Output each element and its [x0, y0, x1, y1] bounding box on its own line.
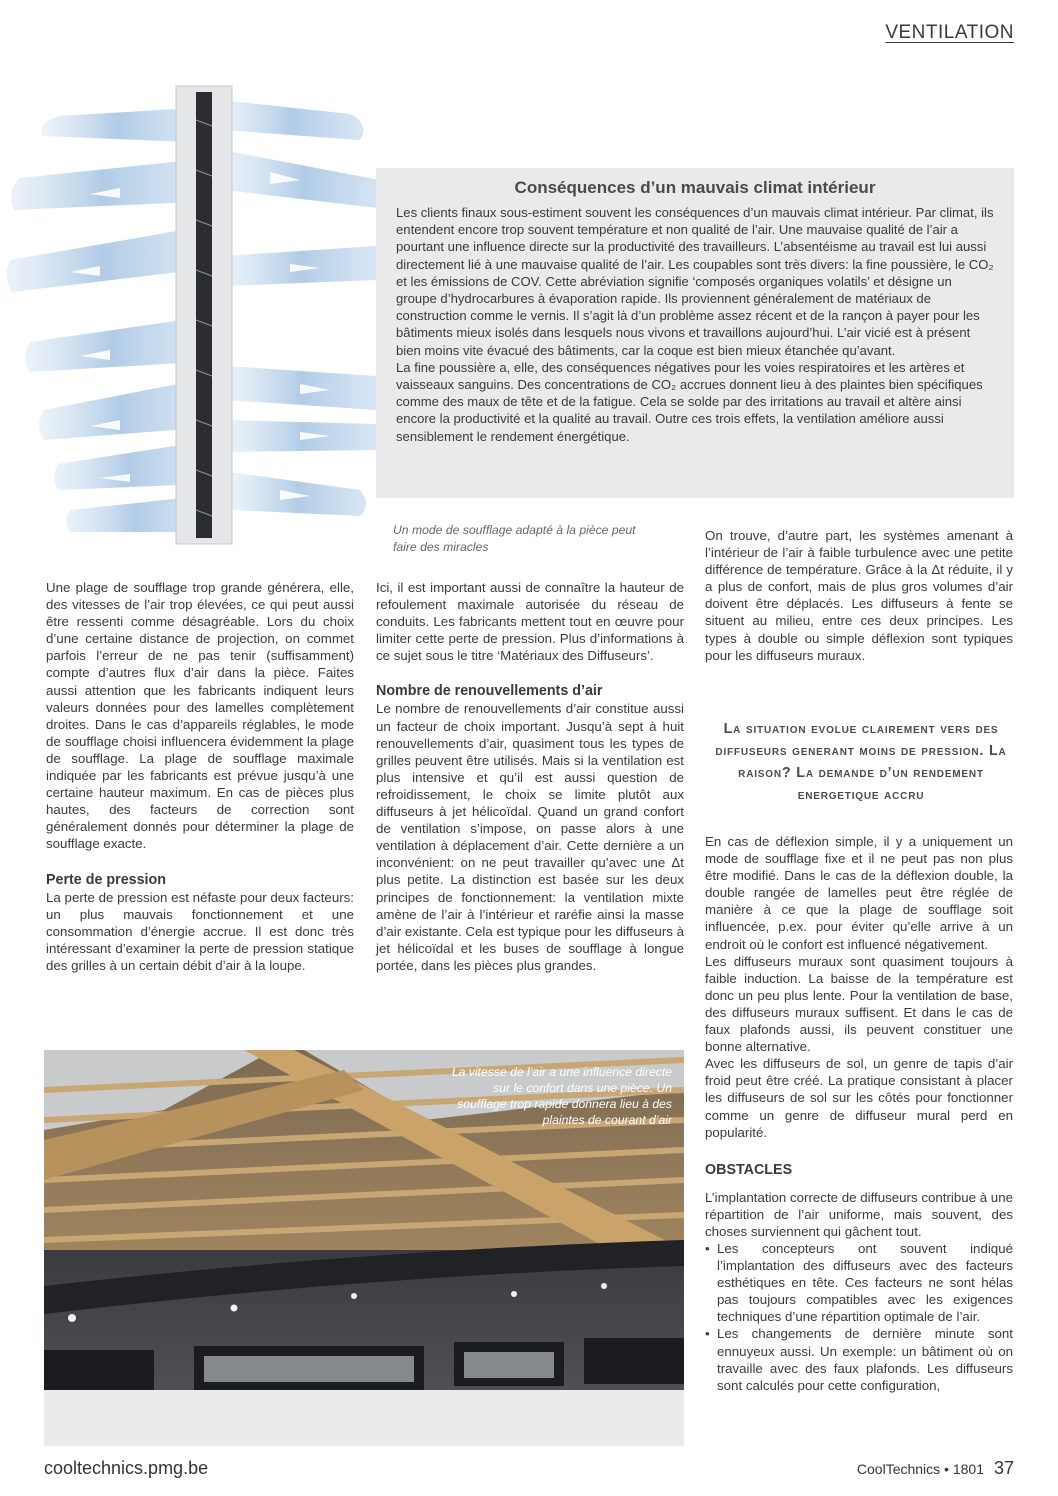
sidebar-box — [376, 168, 1014, 498]
sidebar-title: Conséquences d’un mauvais climat intérieur — [514, 178, 876, 197]
paragraph: On trouve, d’autre part, les systèmes amenant à l’intérieur de l’air à faible turbulence avec une petite différence de température. Grâce à la Δt réduite, il y a plus de confort, mais de plus gros volumes d’air doivent être déplacés. Les diffuseurs à fente se situent au milieu, entre ces deux principes. Les types à double ou simple déflexion sont typiques pour les diffuseurs muraux. — [705, 528, 1013, 663]
column-3-top — [705, 527, 1013, 664]
column-3-bottom — [705, 833, 1013, 1394]
left-air-jets — [6, 108, 204, 532]
airflow-illustration — [0, 80, 400, 550]
section-label: VENTILATION — [885, 22, 1014, 43]
paragraph: La perte de pression est néfaste pour deux facteurs: un plus mauvais fonctionnement et une consommation d’énergie accrue. Il est donc très intéressant d’examiner la perte de pression statique des grilles à un certain débit d’air à la loupe. — [46, 889, 354, 973]
footer-magazine: CoolTechnics • 1801 — [856, 1461, 984, 1477]
paragraph: Le nombre de renouvellements d’air constitue aussi un facteur de choix important. Jusqu’à sept à huit renouvellements d’air, quasiment tous les types de grilles peuvent être utilisés. Mais si la ventilation est plus intensive et qu’il est aussi question de refroidissement, le choix se limite plutôt aux diffuseurs à jet hélicoïdal. Quand un grand confort de ventilation s’impose, on passe alors à une ventilation à déplacement d’air. Cette dernière a un inconvénient: on ne peut travailler qu’avec une Δt plus petite. La distinction est basée sur les deux principes de fonctionnement: la ventilation mixte amène de l’air à l’intérieur et raréfie ainsi la masse d’air existante. Cela est typique pour les diffuseurs à jet hélicoïdal et les buses de soufflage à longue portée, dans les pièces plus grandes. — [376, 701, 684, 973]
paragraph: L’implantation correcte de diffuseurs contribue à une répartition de l’air uniforme, mais souvent, des choses surviennent qui gâchent tout. — [705, 1189, 1013, 1239]
photo-caption: La vitesse de l’air a une influence directe sur le confort dans une pièce. Un soufflage trop rapide donnera lieu à des plaintes de courant d’air — [451, 1065, 672, 1127]
column-2 — [376, 579, 684, 974]
page-number: 37 — [993, 1458, 1014, 1478]
heading-obstacles: OBSTACLES — [705, 1161, 793, 1178]
paragraph: Les diffuseurs muraux sont quasiment toujours à faible induction. La baisse de la température est donc un peu plus lente. Pour la ventilation de base, des diffuseurs muraux suffisent. Et dans le cas de faux plafonds aussi, ils peuvent constituer une bonne alternative. — [705, 953, 1013, 1055]
interior-photo — [44, 1050, 684, 1446]
right-air-jets — [220, 100, 386, 516]
list-item: • Les changements de dernière minute sont ennuyeux aussi. Un exemple: un bâtiment où on travaille avec des faux plafonds. Les diffuseurs sont calculés pour cette configuration, — [705, 1325, 1013, 1393]
column-1 — [46, 579, 354, 974]
sidebar-paragraph-1: Les clients finaux sous-estiment souvent les conséquences d’un mauvais climat intérieur. Par climat, ils entendent encore trop souvent température et non qualité de l’air. Une mauvaise qualité de l’air a pourtant une influence directe sur la productivité des travailleurs. L’absentéisme au travail est lui aussi directement lié à une mauvaise qualité de l’air. Les coupables sont très divers: la fine poussière, le CO₂ et les émissions de COV. Cette abréviation signifie ‘composés organiques volatils’ et désigne un groupe d’hydrocarbures à évaporation rapide. Ils proviennent généralement de matériaux de construction comme le vernis. Il s’agit là d’un problème assez récent et de la rançon à payer pour les bâtiments mieux isolés dans lesquels nous vivons et travaillons aujourd’hui. L’air vicié est à présent bien moins vite évacué des bâtiments, car la coque est bien mieux étanchée qu’avant. — [396, 205, 994, 358]
illustration-caption: Un mode de soufflage adapté à la pièce peut faire des miracles — [393, 523, 636, 554]
paragraph: Ici, il est important aussi de connaître la hauteur de refoulement maximale autorisée du réseau de conduits. Les fabricants mettent tout en œuvre pour limiter cette perte de pression. Plus d’informations à ce sujet sous le titre ‘Matériaux des Diffuseurs’. — [376, 580, 684, 664]
footer-url-link[interactable]: cooltechnics.pmg.be — [44, 1458, 209, 1478]
pull-quote: La situation evolue clairement vers des diffuseurs generant moins de pression. La raison? La demande d’un rendement energetique accru — [715, 721, 1007, 803]
bullet-list — [705, 1240, 1013, 1394]
heading-perte-de-pression: Perte de pression — [46, 871, 166, 888]
paragraph: Avec les diffuseurs de sol, un genre de tapis d’air froid peut être créé. La pratique consistant à placer les diffuseurs de sol sur les côtés pour fonctionner comme un genre de diffuseur mural perd en popularité. — [705, 1056, 1013, 1140]
list-item: • Les concepteurs ont souvent indiqué l’implantation des diffuseurs avec des facteurs esthétiques en tête. Ces facteurs ne sont hélas pas toujours compatibles avec les exigences techniques d’une répartition optimale de l’air. — [705, 1240, 1013, 1325]
paragraph: Une plage de soufflage trop grande générera, elle, des vitesses de l’air trop élevées, ce qui peut aussi être ressenti comme désagréable. Lors du choix d’une certaine distance de projection, on commet parfois l’erreur de ne pas tenir (suffisamment) compte d’autres flux d’air dans la pièce. Faites aussi attention que les fabricants indiquent leurs valeurs données pour des lamelles complètement droites. Dans le cas d’appareils réglables, le mode de soufflage choisi influencera évidemment la plage de soufflage. La plage de soufflage maximale indiquée par les fabricants est prévue jusqu’à une certaine hauteur maximum. En cas de pièces plus hautes, des facteurs de correction sont généralement donnés pour déterminer la plage de soufflage exacte. — [46, 580, 354, 852]
heading-renouvellements: Nombre de renouvellements d’air — [376, 683, 603, 700]
sidebar-paragraph-2: La fine poussière a, elle, des conséquences négatives pour les voies respiratoires et les artères et vaisseaux sanguins. Des concentrations de CO₂ accrues donnent lieu à des plaintes bien spécifiques comme des maux de tête et de la fatigue. Cela se solde par des irritations au travail et altère ainsi encore la productivité et la qualité au travail. Outre ces trois effets, la ventilation améliore aussi sensiblement le rendement énergétique. — [396, 359, 983, 444]
paragraph: En cas de déflexion simple, il y a uniquement un mode de soufflage fixe et il ne peut pas non plus être modifié. Dans le cas de la déflexion double, la double rangée de lamelles peut être réglée de manière à ce que la plage de soufflage soit influencée, p.ex. pour éviter qu’elle arrive à un endroit où le confort est influencé négativement. — [705, 834, 1013, 952]
